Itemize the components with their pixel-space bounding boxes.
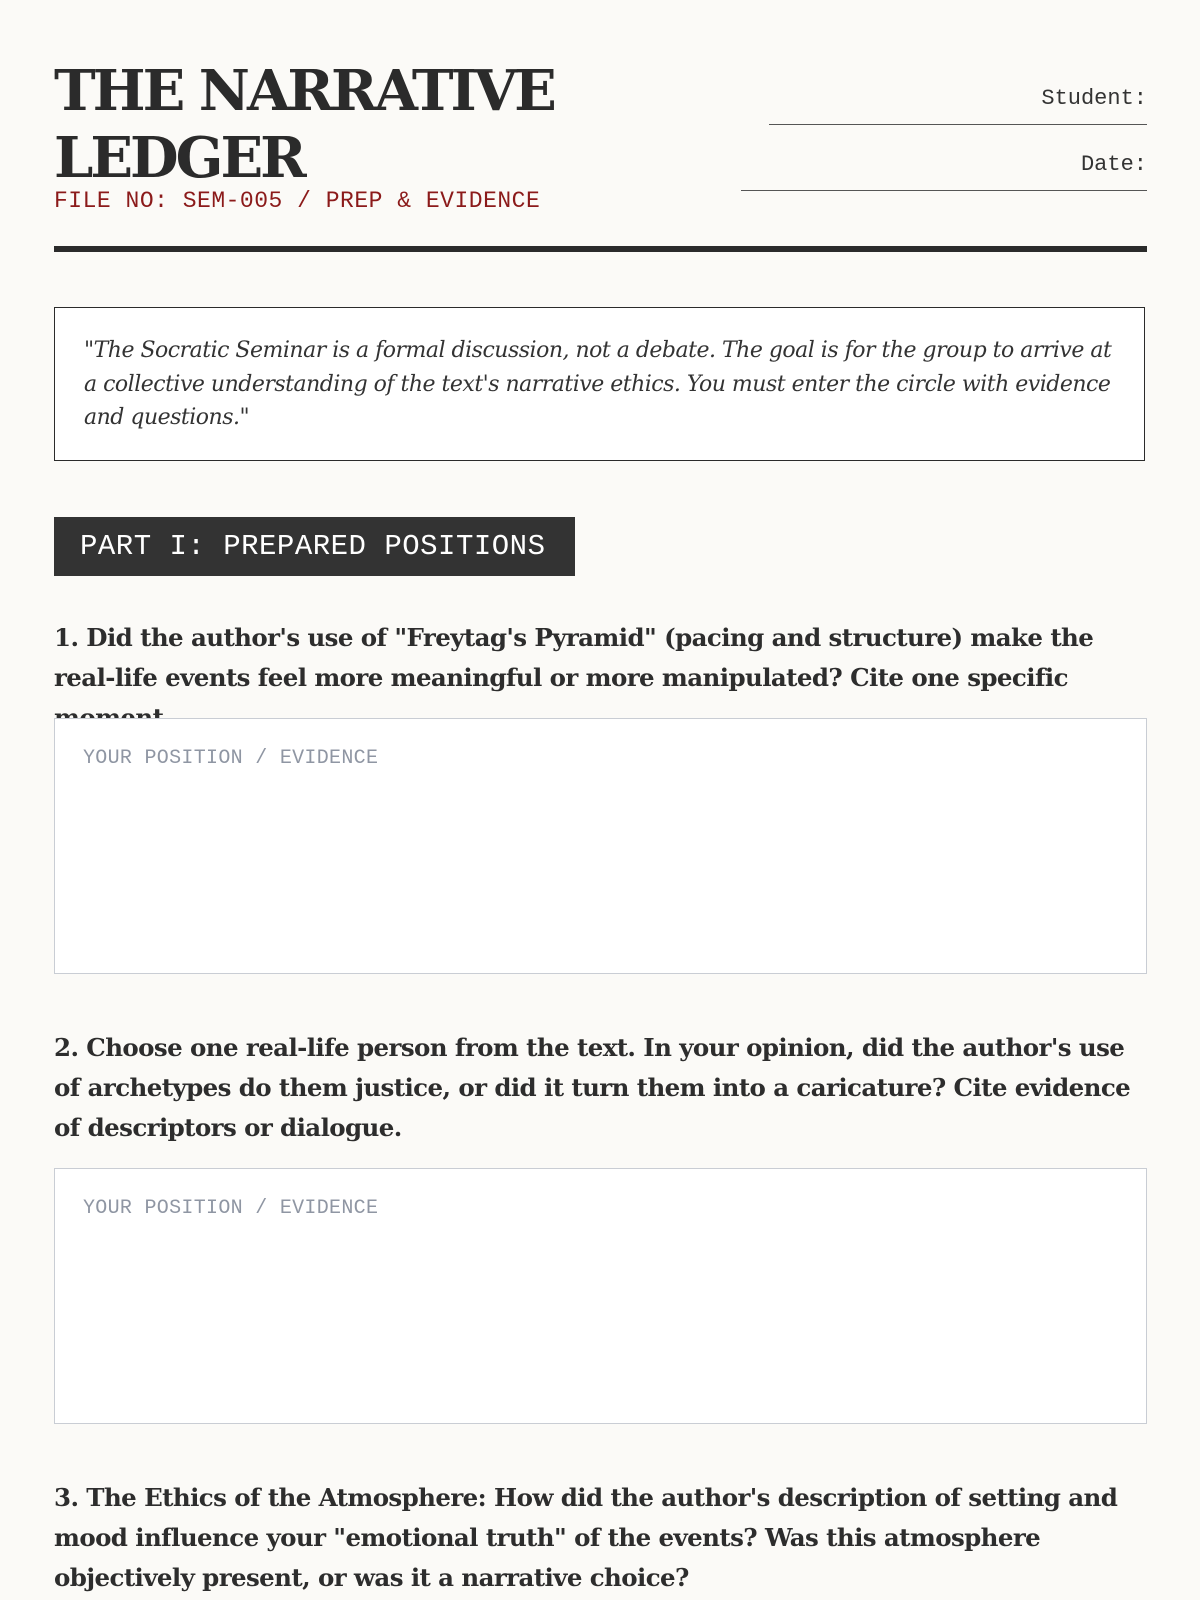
student-info <box>1041 86 1147 218</box>
title-line-1: THE NARRATIVE <box>54 58 554 124</box>
answer-placeholder-1: YOUR POSITION / EVIDENCE <box>83 747 379 770</box>
header-divider <box>54 246 1147 252</box>
student-name-field[interactable] <box>769 124 1147 125</box>
date-row <box>1041 152 1147 182</box>
document-title <box>54 58 614 192</box>
title-line-2: LEDGER <box>54 125 304 191</box>
date-label: Date: <box>1080 152 1147 177</box>
instructions-quote <box>54 307 1145 461</box>
question-2: 2. Choose one real-life person from the text. In your opinion, did the author's use of archetypes do them justice, or did it turn them into a caricature? Cite evidence of descriptors or dialogue. <box>54 1033 1131 1142</box>
worksheet-page <box>54 0 1147 1592</box>
file-number: FILE NO: SEM-005 / PREP & EVIDENCE <box>54 188 541 214</box>
student-row <box>1041 86 1147 116</box>
question-1: 1. Did the author's use of "Freytag's Pyramid" (pacing and structure) make the real-life events feel more meaningful or more manipulated? Cite one specific <box>54 623 1094 692</box>
date-field[interactable] <box>741 190 1147 191</box>
answer-box-1[interactable] <box>54 718 1147 974</box>
document-header <box>54 0 1147 255</box>
answer-box-2[interactable] <box>54 1168 1147 1424</box>
question-3: 3. The Ethics of the Atmosphere: How did the author's description of setting and mood influence your "emotional truth" of the events? Was this atmosphere objectively present, or was it a narrative choice? <box>54 1483 1118 1592</box>
answer-placeholder-2: YOUR POSITION / EVIDENCE <box>83 1197 379 1220</box>
student-label: Student: <box>1041 86 1147 111</box>
section-header-part-1: PART I: PREPARED POSITIONS <box>54 517 575 576</box>
quote-text: "The Socratic Seminar is a formal discussion, not a debate. The goal is for the group to arrive at a collective understanding of the text's narrative ethics. You must enter the circle with evidence and questions." <box>84 338 1112 430</box>
